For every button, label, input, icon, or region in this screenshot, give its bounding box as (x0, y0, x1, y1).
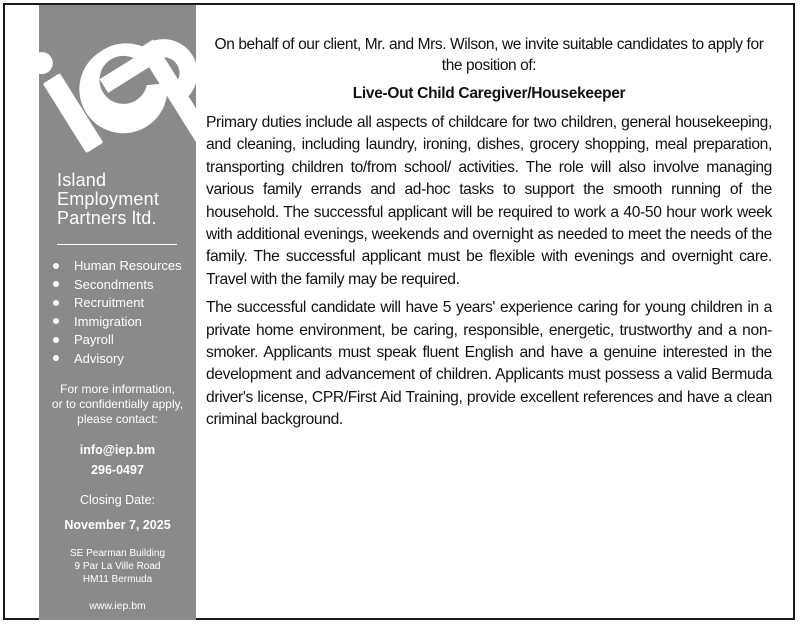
contact-phone[interactable]: 296-0497 (91, 463, 144, 477)
bullet-icon (53, 337, 59, 343)
service-item: Payroll (53, 331, 182, 350)
bullet-icon (53, 281, 59, 287)
services-list (53, 257, 182, 368)
iep-logo (39, 5, 196, 165)
service-item: Recruitment (53, 294, 182, 313)
requirements-paragraph: The successful candidate will have 5 years' experience caring for young children in a private home environment, be caring, responsible, energetic, trustworthy and a non-smoker. Applicants must speak fluent English and have a genuine interested in the development and advancement of children. Applicants must possess a valid Bermuda driver's license, CPR/First Aid Training, provide excellent references and have a clean criminal background. (206, 299, 772, 429)
bullet-icon (53, 318, 59, 324)
closing-date: November 7, 2025 (64, 518, 171, 532)
service-item: Advisory (53, 350, 182, 369)
service-item: Secondments (53, 276, 182, 295)
service-item: Immigration (53, 313, 182, 332)
company-name-line-1: Island (57, 170, 107, 190)
bullet-icon (53, 263, 59, 269)
intro-text: On behalf of our client, Mr. and Mrs. Wilson, we invite suitable candidates to apply for the position of: (214, 36, 764, 74)
contact-instructions: For more information, or to confidentially apply, please contact: (51, 382, 184, 426)
ad-content (206, 34, 772, 432)
bullet-icon (53, 300, 59, 306)
sidebar (39, 5, 196, 620)
company-name-line-3: Partners ltd. (57, 208, 157, 228)
position-title: Live-Out Child Caregiver/Housekeeper (352, 85, 626, 102)
duties-paragraph: Primary duties include all aspects of childcare for two children, general housekeeping, and cleaning, including laundry, ironing, dishes, grocery shopping, meal preparation, transporting children to/from school/ activities. The role will also involve managing various family errands and ad-hoc tasks to support the smooth running of the household. The successful applicant will be required to work a 40-50 hour work week with additional evenings, weekends and overnight as needed to meet the needs of the family. The successful applicant must be flexible with evenings and overnight care. Travel with the family may be required. (206, 114, 772, 288)
company-name-line-2: Employment (57, 189, 160, 209)
office-address: SE Pearman Building 9 Par La Ville Road HM11 Bermuda (69, 548, 166, 585)
closing-date-label: Closing Date: (79, 493, 156, 507)
website-link[interactable]: www.iep.bm (89, 600, 146, 612)
company-name (57, 171, 159, 228)
bullet-icon (53, 355, 59, 361)
service-item: Human Resources (53, 257, 182, 276)
divider (57, 244, 177, 245)
contact-email[interactable]: info@iep.bm (79, 443, 156, 457)
